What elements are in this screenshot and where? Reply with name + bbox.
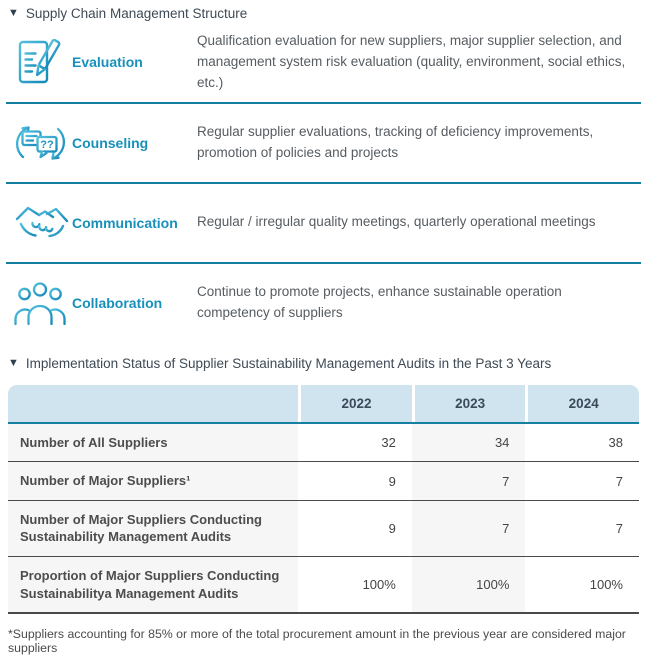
structure-row-collaboration [6,264,641,342]
value-2023: 100% [412,557,526,612]
document-pencil-icon [14,35,72,89]
value-2022: 9 [388,520,396,536]
row-label: Number of Major Suppliers Conducting Sustainability Management Audits [8,501,298,556]
people-group-icon [14,280,72,326]
table-header-row [8,385,639,424]
question-marks-glyph: ?? [40,138,54,151]
chat-bubbles-icon [14,118,72,168]
table-row [8,501,639,557]
section-title-structure [0,0,647,21]
structure-description: Regular supplier evaluations, tracking of deficiency improvements, promotion of policies and projects [197,123,594,160]
value-2024: 7 [615,473,623,489]
handshake-icon [14,199,72,247]
table-row [8,462,639,501]
structure-list [6,23,641,342]
table-header-empty-cell [8,385,298,422]
structure-row-communication [6,184,641,264]
row-label: Number of Major Suppliers¹ [8,462,298,500]
table-header-2024: 2024 [525,385,639,422]
structure-row-counseling [6,104,641,184]
section-title-audit-status [0,342,647,371]
section-title-text: Supply Chain Management Structure [25,6,248,21]
value-2022: 9 [388,473,396,489]
value-2024: 7 [615,520,623,536]
structure-description: Regular / irregular quality meetings, quarterly operational meetings [197,214,596,230]
table-row [8,557,639,614]
table-header-2022: 2022 [298,385,412,422]
row-label: Number of All Suppliers [8,424,298,462]
row-label: Proportion of Major Suppliers Conducting Sustainabilitya Management Audits [8,557,298,612]
value-2022: 100% [362,577,396,592]
structure-description: Qualification evaluation for new suppliers, major supplier selection, and management system risk evaluation (quality, environment, social ethics, etc.) [197,33,626,90]
structure-label: Communication [72,214,178,231]
table-header-2023: 2023 [412,385,526,422]
value-2023: 7 [412,501,526,556]
table-row [8,424,639,463]
structure-label: Evaluation [72,54,143,71]
structure-row-evaluation [6,23,641,104]
structure-label: Counseling [72,134,149,151]
value-2022: 32 [381,435,396,451]
triangle-marker-icon: ▼ [8,7,19,19]
audit-table [8,385,639,614]
value-2024: 38 [608,435,623,451]
structure-label: Collaboration [72,294,163,311]
structure-description: Continue to promote projects, enhance sustainable operation competency of suppliers [197,283,562,320]
section-title-text: Implementation Status of Supplier Sustainability Management Audits in the Past 3 Years [25,355,552,371]
triangle-marker-icon: ▼ [8,356,19,369]
value-2024: 100% [589,577,623,592]
value-2023: 7 [412,462,526,500]
table-footnote: *Suppliers accounting for 85% or more of the total procurement amount in the previous year are considered major suppliers [8,627,626,656]
value-2023: 34 [412,424,526,462]
